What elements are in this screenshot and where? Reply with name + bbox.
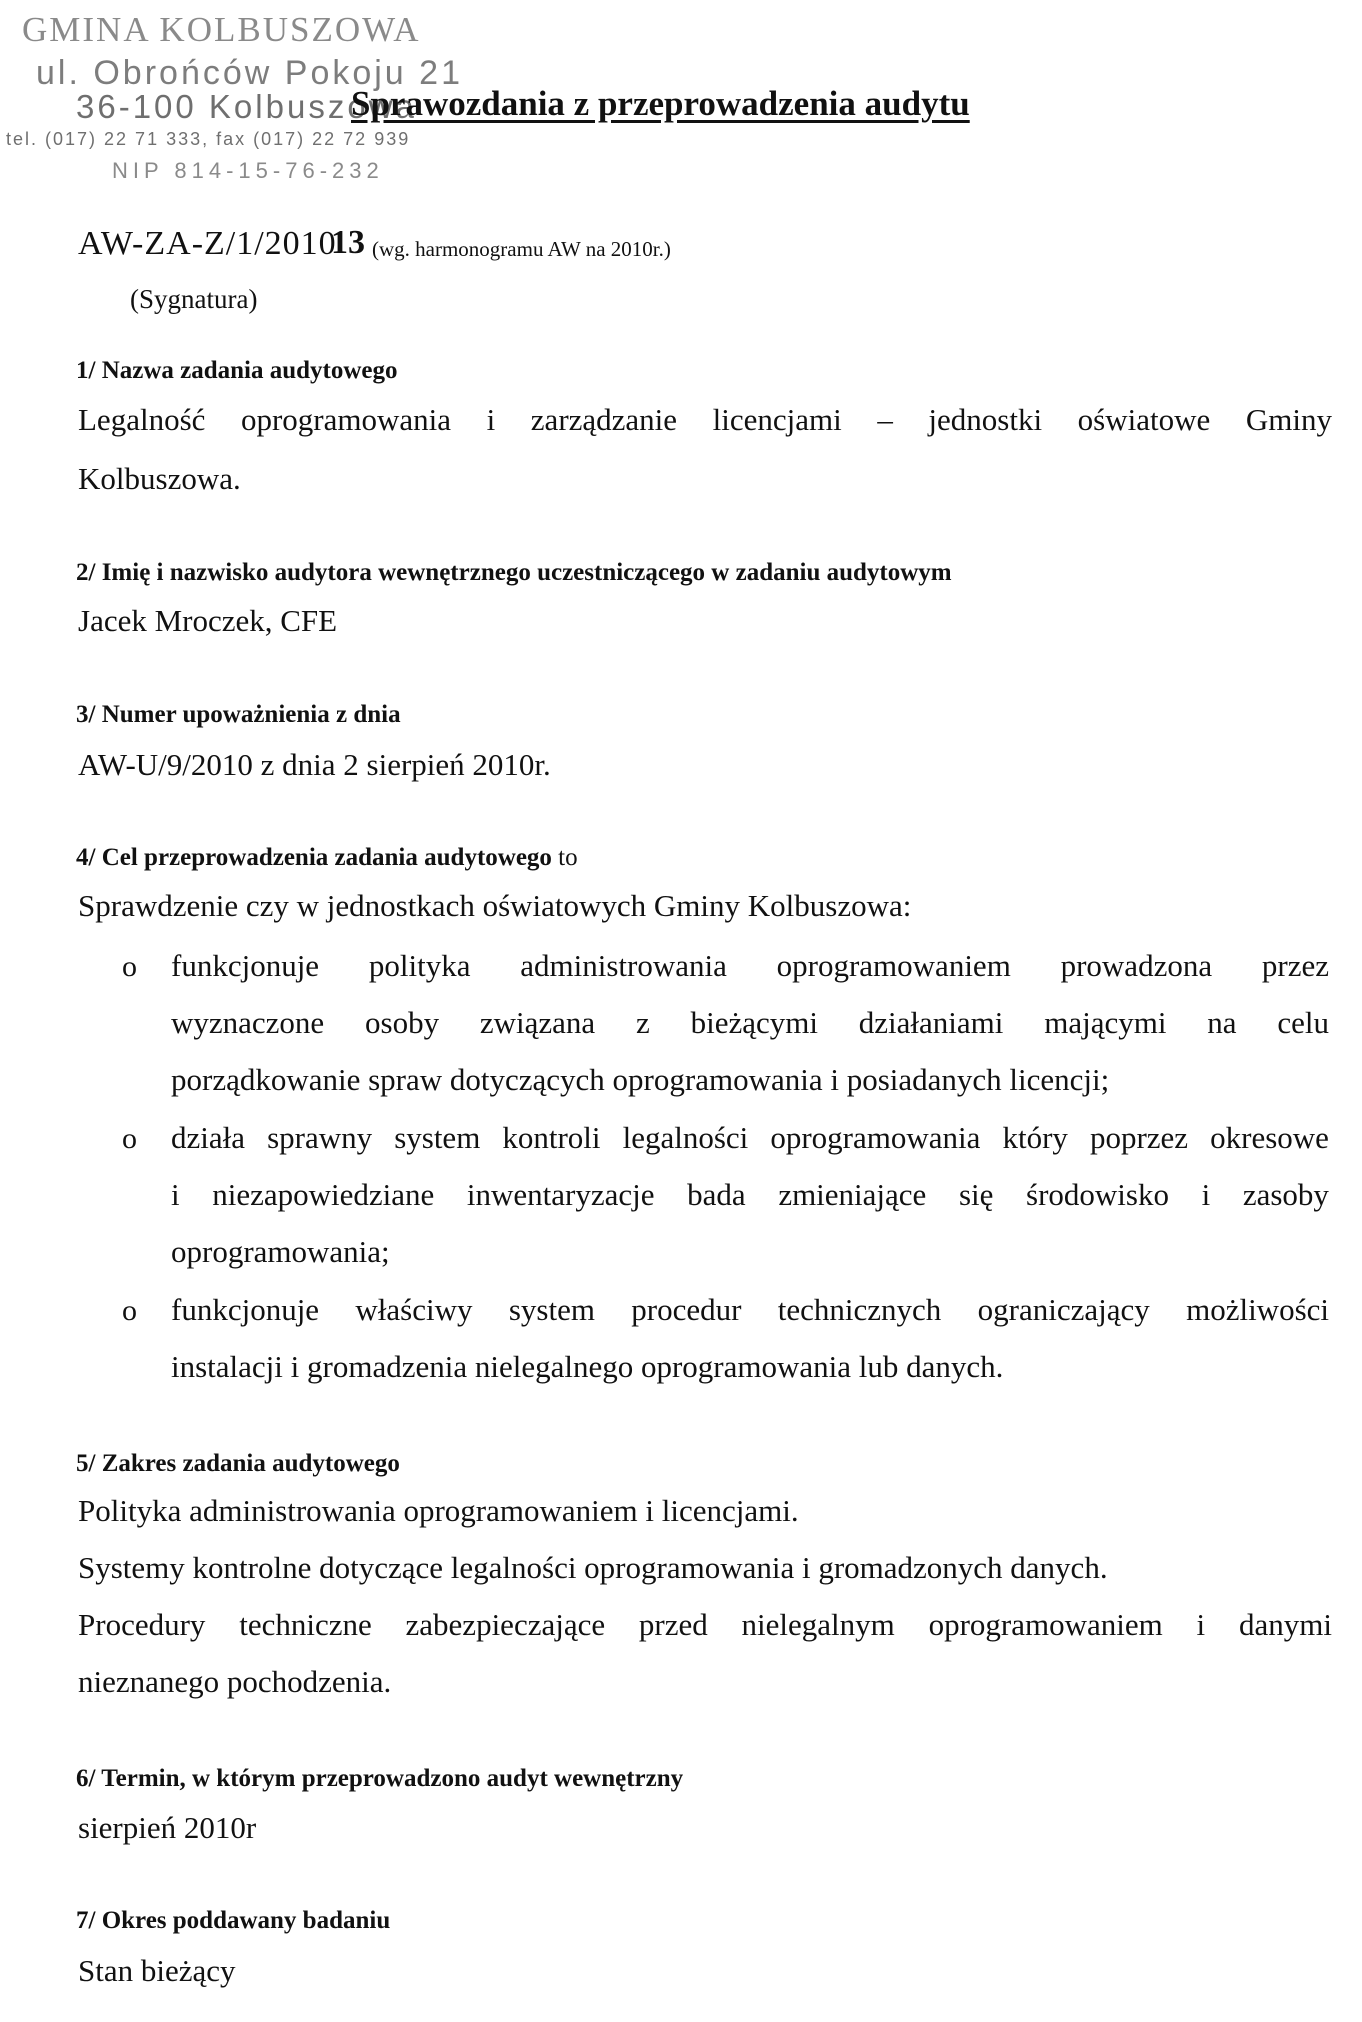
word: legalności <box>622 1120 749 1155</box>
signature-code: AW-ZA-Z/1/2010 <box>78 225 337 262</box>
section-3-line-1: AW-U/9/2010 z dnia 2 sierpień 2010r. <box>78 747 551 782</box>
section-5-line-4: nieznanego pochodzenia. <box>78 1664 392 1699</box>
section-4-heading-suffix: to <box>558 844 578 871</box>
word: się <box>958 1177 994 1212</box>
word: – <box>877 402 893 437</box>
bullet-marker: o <box>122 1122 137 1155</box>
word: procedur <box>631 1292 742 1327</box>
word: system <box>508 1292 595 1327</box>
section-1-heading: 1/ Nazwa zadania audytowego <box>76 357 398 384</box>
word: zmieniające <box>778 1177 927 1212</box>
section-7-heading: 7/ Okres poddawany badaniu <box>76 1907 391 1934</box>
word: ograniczający <box>977 1292 1150 1327</box>
goal-2-line-2 <box>171 1177 1329 1213</box>
word: oprogramowaniem <box>776 948 1011 983</box>
section-1-line-1 <box>78 402 1332 438</box>
word: oprogramowaniem <box>928 1607 1163 1642</box>
word: prowadzona <box>1060 948 1213 983</box>
word: z <box>636 1005 650 1040</box>
goal-1-line-2 <box>171 1005 1329 1041</box>
word: poprzez <box>1089 1120 1189 1155</box>
stamp-phone: tel. (017) 22 71 333, fax (017) 22 72 939 <box>6 129 411 149</box>
word: jednostki <box>928 402 1043 437</box>
word: sprawny <box>267 1120 373 1155</box>
word: na <box>1207 1005 1237 1040</box>
word: Procedury <box>78 1607 206 1642</box>
section-5-line-3 <box>78 1607 1332 1643</box>
bullet-marker: o <box>122 950 137 983</box>
goal-1-line-1 <box>171 948 1329 984</box>
word: administrowania <box>520 948 727 983</box>
word: licencjami <box>712 402 842 437</box>
section-5-line-1: Polityka administrowania oprogramowaniem i licencjami. <box>78 1493 799 1528</box>
bullet-marker: o <box>122 1294 137 1327</box>
word: i <box>1201 1177 1211 1212</box>
section-2-heading: 2/ Imię i nazwisko audytora wewnętrznego uczestniczącego w zadaniu audytowym <box>76 559 952 586</box>
word: inwentaryzacje <box>466 1177 655 1212</box>
word: związana <box>479 1005 596 1040</box>
word: przed <box>638 1607 708 1642</box>
stamp-city: 36-100 Kolbuszowa <box>76 88 417 125</box>
word: funkcjonuje <box>171 1292 320 1327</box>
section-4-intro: Sprawdzenie czy w jednostkach oświatowych Gminy Kolbuszowa: <box>78 888 912 923</box>
signature-note: (wg. harmonogramu AW na 2010r.) <box>372 237 671 261</box>
section-2-line-1: Jacek Mroczek, CFE <box>78 603 338 638</box>
signature-number: 13 <box>331 224 365 261</box>
word: przez <box>1261 948 1329 983</box>
word: danymi <box>1238 1607 1332 1642</box>
word: nielegalnym <box>741 1607 895 1642</box>
section-6-heading: 6/ Termin, w którym przeprowadzono audyt wewnętrzny <box>76 1765 684 1792</box>
word: który <box>1002 1120 1068 1155</box>
word: Legalność <box>78 402 206 437</box>
word: zarządzanie <box>530 402 678 437</box>
word: kontroli <box>502 1120 601 1155</box>
word: bada <box>687 1177 746 1212</box>
word: technicznych <box>777 1292 942 1327</box>
word: zabezpieczające <box>405 1607 606 1642</box>
word: bieżącymi <box>690 1005 818 1040</box>
word: działaniami <box>858 1005 1004 1040</box>
word: oprogramowania <box>770 1120 981 1155</box>
word: i <box>1196 1607 1206 1642</box>
word: i <box>486 402 496 437</box>
goal-1-line-3: porządkowanie spraw dotyczących oprogramowania i posiadanych licencji; <box>171 1062 1110 1097</box>
word: oprogramowania <box>240 402 452 437</box>
stamp-name: GMINA KOLBUSZOWA <box>22 10 421 49</box>
word: system <box>394 1120 481 1155</box>
word: okresowe <box>1210 1120 1329 1155</box>
word: wyznaczone <box>171 1005 325 1040</box>
word: środowisko <box>1026 1177 1169 1212</box>
section-7-line-1: Stan bieżący <box>78 1953 236 1988</box>
section-1-line-2: Kolbuszowa. <box>78 461 241 496</box>
word: funkcjonuje <box>171 948 320 983</box>
word: i <box>171 1177 180 1212</box>
word: osoby <box>365 1005 440 1040</box>
word: mającymi <box>1044 1005 1167 1040</box>
section-6-line-1: sierpień 2010r <box>78 1810 257 1845</box>
word: oświatowe <box>1077 402 1211 437</box>
signature-label: (Sygnatura) <box>130 284 258 314</box>
word: polityka <box>368 948 471 983</box>
goal-3-line-1 <box>171 1292 1329 1328</box>
section-5-heading: 5/ Zakres zadania audytowego <box>76 1450 400 1477</box>
word: właściwy <box>355 1292 473 1327</box>
section-5-line-2: Systemy kontrolne dotyczące legalności oprogramowania i gromadzonych danych. <box>78 1550 1108 1585</box>
stamp-street: ul. Obrońców Pokoju 21 <box>36 54 463 92</box>
document-title: Sprawozdania z przeprowadzenia audytu <box>351 84 970 123</box>
word: Gminy <box>1245 402 1332 437</box>
word: działa <box>171 1120 246 1155</box>
word: możliwości <box>1186 1292 1329 1327</box>
word: zasoby <box>1242 1177 1329 1212</box>
word: celu <box>1277 1005 1329 1040</box>
stamp-nip: NIP 814-15-76-232 <box>112 158 384 183</box>
section-4-heading: 4/ Cel przeprowadzenia zadania audytowego to <box>76 844 578 871</box>
word: niezapowiedziane <box>212 1177 435 1212</box>
word: techniczne <box>239 1607 372 1642</box>
goal-2-line-3: oprogramowania; <box>171 1234 390 1269</box>
goal-2-line-1 <box>171 1120 1329 1156</box>
goal-3-line-2: instalacji i gromadzenia nielegalnego oprogramowania lub danych. <box>171 1349 1004 1384</box>
section-3-heading: 3/ Numer upoważnienia z dnia <box>76 701 401 728</box>
